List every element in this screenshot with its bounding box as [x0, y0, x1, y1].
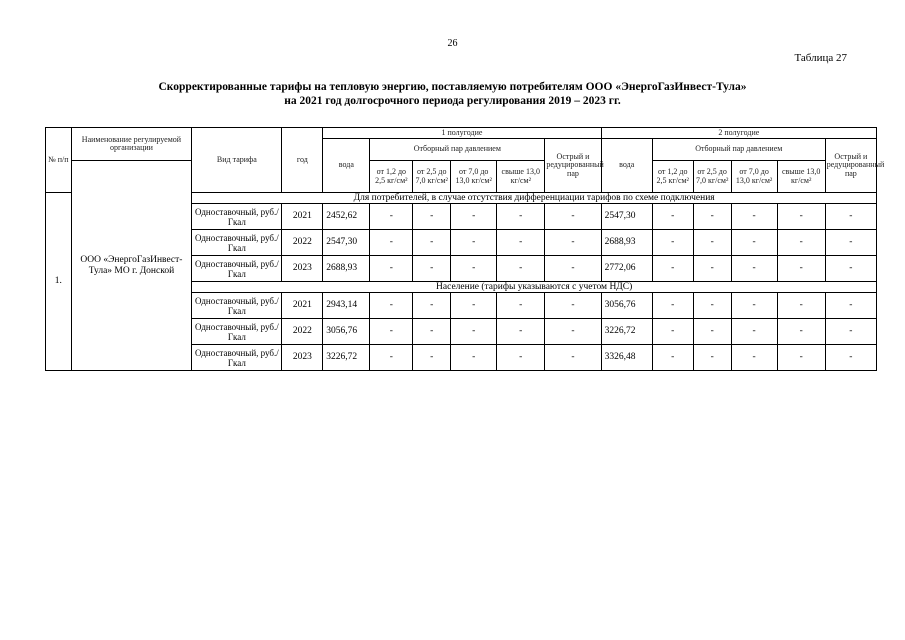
dash-cell: -: [370, 319, 413, 345]
dash-cell: -: [652, 319, 693, 345]
water-tariff-h1: 2452,62: [323, 204, 370, 230]
water-tariff-h2: 3056,76: [601, 293, 652, 319]
tariff-table: [45, 127, 885, 371]
water-tariff-h1: 2547,30: [323, 230, 370, 256]
dash-cell: -: [497, 319, 545, 345]
header-water-2: вода: [601, 139, 652, 193]
dash-cell: -: [825, 345, 876, 371]
header-half-1: 1 полугодие: [323, 128, 601, 139]
header-steam-1: Отборный пар давлением: [370, 139, 545, 161]
page-number: 26: [447, 38, 458, 49]
water-tariff-h2: 2547,30: [601, 204, 652, 230]
header-num: № п/п: [46, 128, 72, 193]
dash-cell: -: [370, 204, 413, 230]
header-pressure-7-13: от 7,0 до 13,0 кг/см²: [451, 161, 497, 193]
table-caption: Таблица 27: [794, 52, 847, 64]
water-tariff-h1: 3226,72: [323, 345, 370, 371]
water-tariff-h2: 3226,72: [601, 319, 652, 345]
water-tariff-h2: 3326,48: [601, 345, 652, 371]
water-tariff-h1: 3056,76: [323, 319, 370, 345]
header-hot-steam-2: Острый и редуцированный пар: [825, 139, 876, 193]
dash-cell: -: [693, 319, 731, 345]
dash-cell: -: [497, 230, 545, 256]
dash-cell: -: [497, 256, 545, 282]
dash-cell: -: [545, 293, 601, 319]
dash-cell: -: [652, 204, 693, 230]
dash-cell: -: [497, 293, 545, 319]
dash-cell: -: [731, 204, 777, 230]
header-water-1: вода: [323, 139, 370, 193]
dash-cell: -: [413, 293, 451, 319]
title-line-2: на 2021 год долгосрочного периода регулирования 2019 – 2023 гг.: [284, 95, 621, 107]
dash-cell: -: [693, 230, 731, 256]
dash-cell: -: [777, 319, 825, 345]
dash-cell: -: [545, 256, 601, 282]
dash-cell: -: [693, 293, 731, 319]
dash-cell: -: [825, 319, 876, 345]
dash-cell: -: [451, 293, 497, 319]
year-cell: 2022: [282, 319, 323, 345]
dash-cell: -: [497, 345, 545, 371]
dash-cell: -: [731, 319, 777, 345]
dash-cell: -: [731, 230, 777, 256]
section-title: Для потребителей, в случае отсутствия дифференциации тарифов по схеме подключения: [192, 193, 877, 204]
document-title: [60, 80, 845, 108]
dash-cell: -: [370, 293, 413, 319]
dash-cell: -: [731, 256, 777, 282]
dash-cell: -: [731, 293, 777, 319]
section-title: Население (тарифы указываются с учетом НДС): [192, 282, 877, 293]
dash-cell: -: [652, 256, 693, 282]
header-pressure-7-13: от 7,0 до 13,0 кг/см²: [731, 161, 777, 193]
org-name: ООО «ЭнергоГазИнвест-Тула» МО г. Донской: [71, 161, 192, 371]
dash-cell: -: [451, 345, 497, 371]
year-cell: 2023: [282, 345, 323, 371]
dash-cell: -: [370, 230, 413, 256]
header-pressure-2-5-7: от 2,5 до 7,0 кг/см²: [413, 161, 451, 193]
dash-cell: -: [413, 345, 451, 371]
dash-cell: -: [451, 256, 497, 282]
title-line-1: Скорректированные тарифы на тепловую энергию, поставляемую потребителям ООО «ЭнергоГазИнвест-Тула»: [158, 81, 747, 93]
dash-cell: -: [825, 204, 876, 230]
dash-cell: -: [413, 319, 451, 345]
dash-cell: -: [545, 204, 601, 230]
water-tariff-h2: 2688,93: [601, 230, 652, 256]
dash-cell: -: [497, 204, 545, 230]
dash-cell: -: [731, 345, 777, 371]
dash-cell: -: [545, 345, 601, 371]
year-cell: 2023: [282, 256, 323, 282]
header-steam-2: Отборный пар давлением: [652, 139, 825, 161]
dash-cell: -: [825, 230, 876, 256]
water-tariff-h1: 2943,14: [323, 293, 370, 319]
row-number: 1.: [46, 193, 72, 371]
dash-cell: -: [777, 345, 825, 371]
water-tariff-h2: 2772,06: [601, 256, 652, 282]
dash-cell: -: [370, 256, 413, 282]
dash-cell: -: [451, 230, 497, 256]
year-cell: 2021: [282, 204, 323, 230]
header-org: Наименование регулируемой организации: [71, 128, 192, 161]
dash-cell: -: [413, 256, 451, 282]
dash-cell: -: [777, 230, 825, 256]
dash-cell: -: [777, 204, 825, 230]
dash-cell: -: [545, 319, 601, 345]
tariff-type: Одноставочный, руб./Гкал: [192, 204, 282, 230]
dash-cell: -: [451, 204, 497, 230]
dash-cell: -: [652, 293, 693, 319]
dash-cell: -: [693, 345, 731, 371]
header-half-2: 2 полугодие: [601, 128, 876, 139]
dash-cell: -: [825, 293, 876, 319]
header-tariff-type: Вид тарифа: [192, 128, 282, 193]
dash-cell: -: [413, 230, 451, 256]
header-year: год: [282, 128, 323, 193]
header-pressure-13-plus: свыше 13,0 кг/см²: [497, 161, 545, 193]
dash-cell: -: [825, 256, 876, 282]
tariff-type: Одноставочный, руб./Гкал: [192, 319, 282, 345]
tariff-type: Одноставочный, руб./Гкал: [192, 230, 282, 256]
water-tariff-h1: 2688,93: [323, 256, 370, 282]
header-pressure-1-2-5: от 1,2 до 2,5 кг/см²: [652, 161, 693, 193]
header-hot-steam-1: Острый и редуцированный пар: [545, 139, 601, 193]
year-cell: 2022: [282, 230, 323, 256]
tariff-type: Одноставочный, руб./Гкал: [192, 345, 282, 371]
tariff-type: Одноставочный, руб./Гкал: [192, 256, 282, 282]
dash-cell: -: [652, 345, 693, 371]
year-cell: 2021: [282, 293, 323, 319]
dash-cell: -: [545, 230, 601, 256]
dash-cell: -: [777, 256, 825, 282]
dash-cell: -: [413, 204, 451, 230]
header-pressure-13-plus: свыше 13,0 кг/см²: [777, 161, 825, 193]
dash-cell: -: [693, 204, 731, 230]
dash-cell: -: [652, 230, 693, 256]
dash-cell: -: [777, 293, 825, 319]
header-pressure-1-2-5: от 1,2 до 2,5 кг/см²: [370, 161, 413, 193]
dash-cell: -: [693, 256, 731, 282]
dash-cell: -: [451, 319, 497, 345]
tariff-type: Одноставочный, руб./Гкал: [192, 293, 282, 319]
dash-cell: -: [370, 345, 413, 371]
header-pressure-2-5-7: от 2,5 до 7,0 кг/см²: [693, 161, 731, 193]
